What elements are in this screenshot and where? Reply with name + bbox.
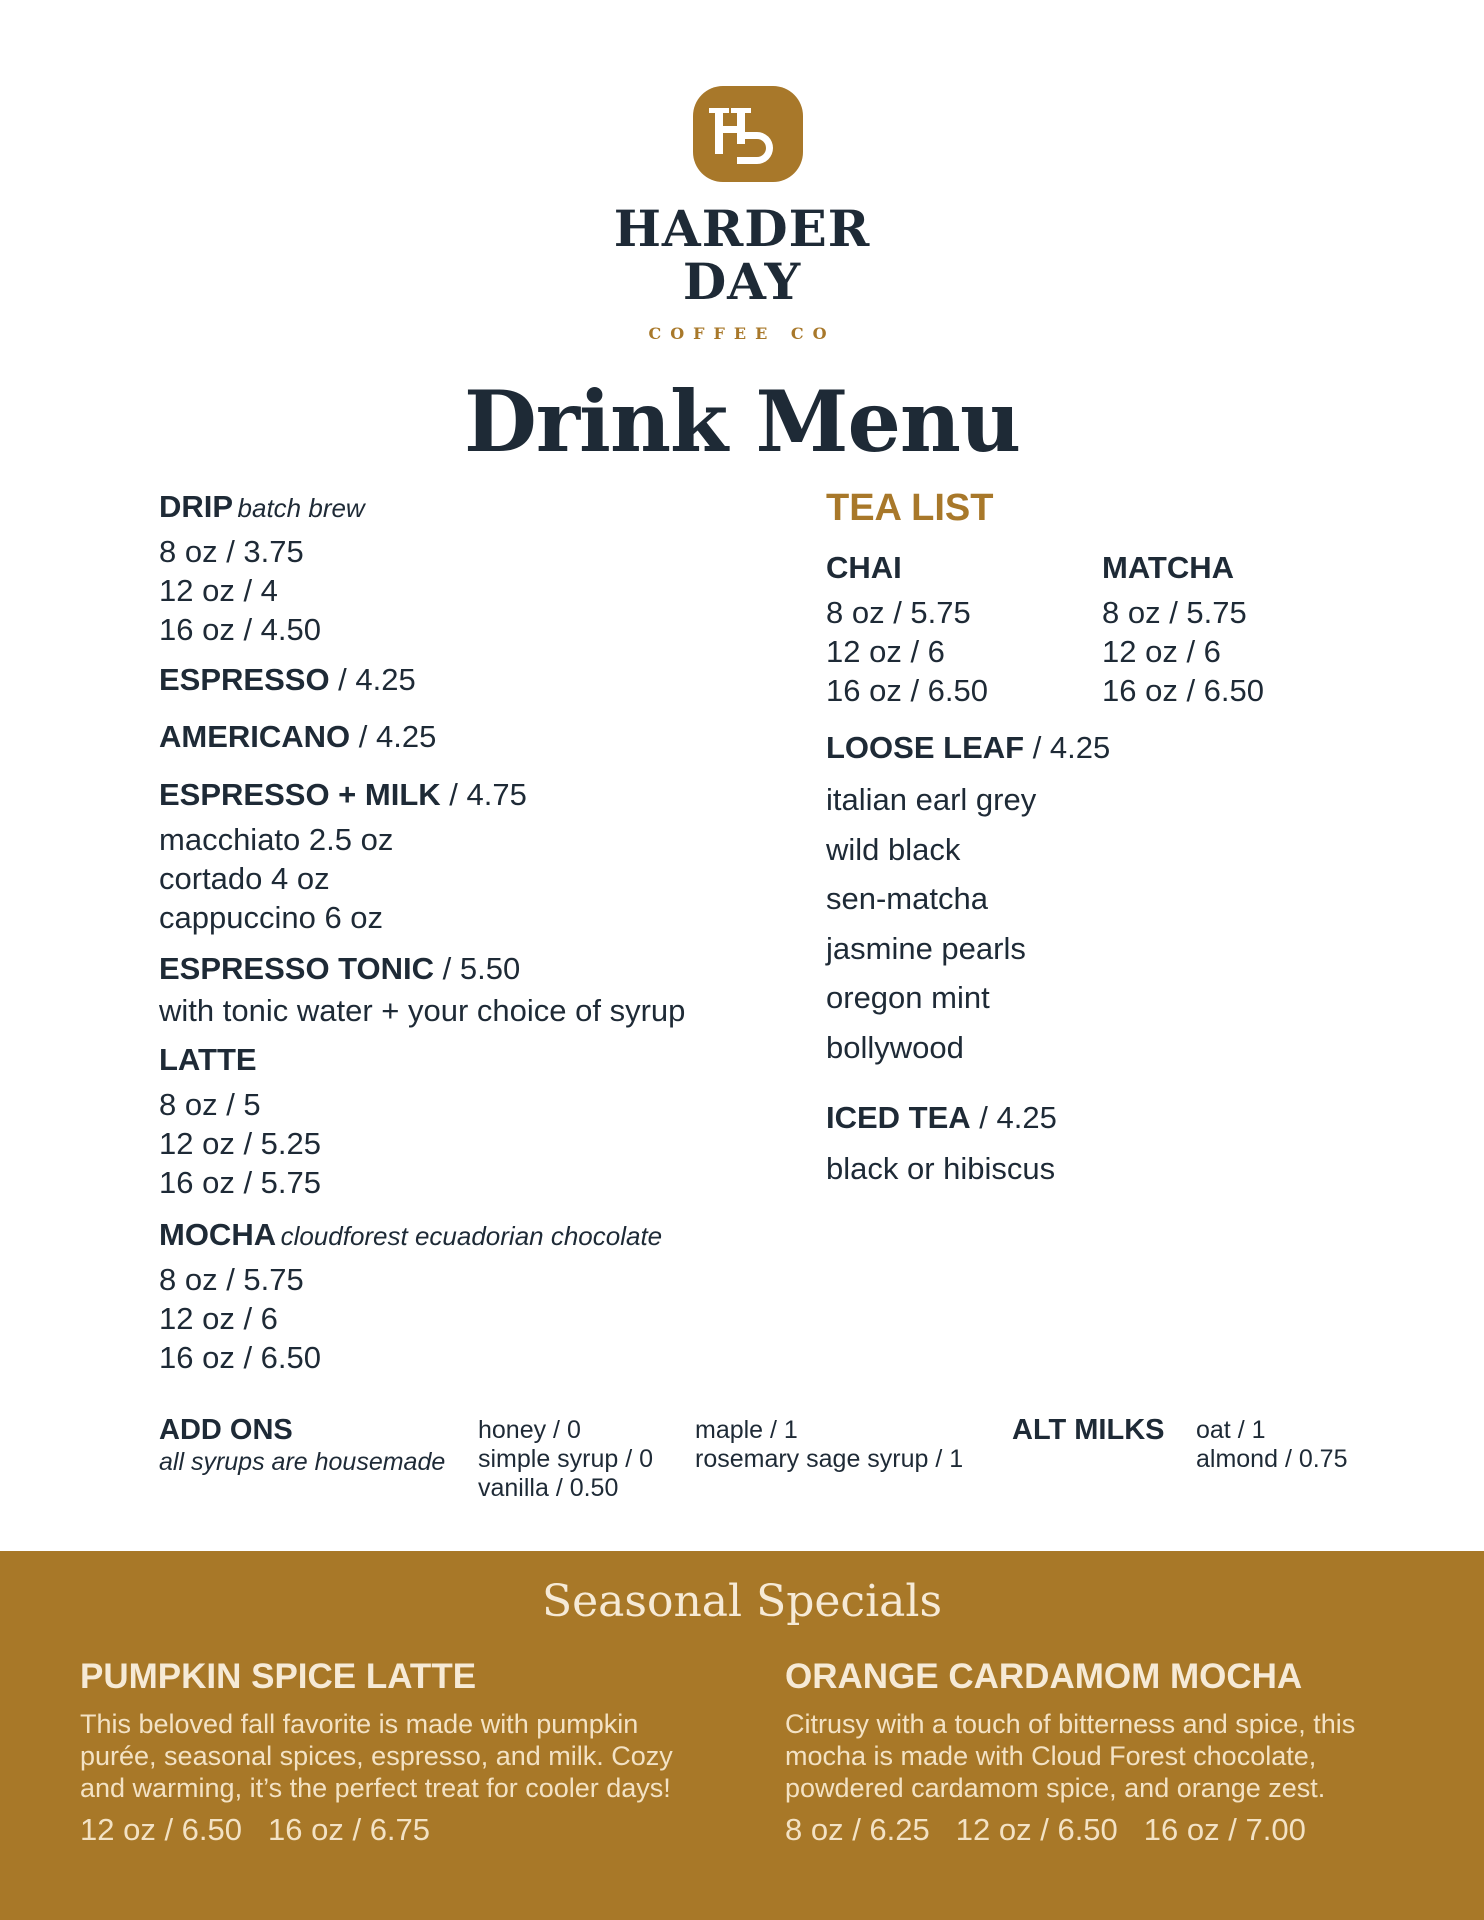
- logo-badge: [693, 86, 803, 182]
- special-desc-line: powdered cardamom spice, and orange zest.: [785, 1773, 1326, 1803]
- add-on-item: maple / 1: [695, 1416, 798, 1444]
- matcha-size: 12 oz / 6: [1102, 634, 1221, 669]
- special-name: PUMPKIN SPICE LATTE: [80, 1657, 477, 1696]
- special-price: 16 oz / 6.75: [268, 1812, 431, 1847]
- special-price: 8 oz / 6.25: [785, 1812, 930, 1847]
- chai-size: 8 oz / 5.75: [826, 595, 971, 630]
- matcha-size: 8 oz / 5.75: [1102, 595, 1247, 630]
- loose-leaf-item: jasmine pearls: [826, 930, 1026, 966]
- americano-price: / 4.25: [350, 719, 437, 754]
- special-item: [80, 1656, 740, 1850]
- latte-size: 16 oz / 5.75: [159, 1165, 322, 1200]
- mocha-heading: MOCHA: [159, 1217, 277, 1252]
- drip-size: 16 oz / 4.50: [159, 612, 322, 647]
- tea-list-heading: TEA LIST: [826, 487, 994, 529]
- espresso-tonic-section: [159, 950, 685, 1028]
- chai-size: 12 oz / 6: [826, 634, 945, 669]
- add-ons-heading: ADD ONS: [159, 1414, 293, 1446]
- espresso-tonic-heading: ESPRESSO TONIC: [159, 951, 435, 986]
- chai-size: 16 oz / 6.50: [826, 673, 989, 708]
- latte-heading: LATTE: [159, 1042, 257, 1077]
- espresso-milk-item: cortado 4 oz: [159, 861, 330, 896]
- matcha-heading: MATCHA: [1102, 550, 1235, 585]
- loose-leaf-item: sen-matcha: [826, 881, 988, 916]
- espresso-milk-section: [159, 776, 527, 937]
- add-on-item: vanilla / 0.50: [478, 1474, 619, 1502]
- americano-section: [159, 718, 436, 762]
- americano-heading: AMERICANO: [159, 719, 351, 754]
- espresso-tonic-desc: with tonic water + your choice of syrup: [159, 993, 686, 1028]
- special-item: [785, 1656, 1445, 1850]
- latte-size: 8 oz / 5: [159, 1087, 261, 1122]
- chai-section: [826, 549, 988, 710]
- iced-tea-price: / 4.25: [970, 1100, 1057, 1135]
- special-desc-line: purée, seasonal spices, espresso, and milk. Cozy: [80, 1741, 673, 1771]
- special-price: 16 oz / 7.00: [1143, 1812, 1306, 1847]
- alt-milks-list: [1196, 1416, 1348, 1474]
- loose-leaf-price: / 4.25: [1024, 730, 1111, 765]
- special-name: ORANGE CARDAMOM MOCHA: [785, 1657, 1303, 1696]
- mocha-size: 8 oz / 5.75: [159, 1262, 304, 1297]
- drip-size: 12 oz / 4: [159, 573, 278, 608]
- add-on-item: honey / 0: [478, 1416, 581, 1444]
- espresso-section: [159, 661, 416, 705]
- espresso-heading: ESPRESSO: [159, 662, 330, 697]
- matcha-size: 16 oz / 6.50: [1102, 673, 1265, 708]
- espresso-milk-price: / 4.75: [440, 777, 527, 812]
- espresso-tonic-price: / 5.50: [434, 951, 521, 986]
- add-ons-col1: [478, 1416, 653, 1503]
- add-on-item: simple syrup / 0: [478, 1445, 654, 1473]
- loose-leaf-heading: LOOSE LEAF: [826, 730, 1025, 765]
- loose-leaf-section: [826, 729, 1110, 1072]
- add-ons-section: [159, 1413, 445, 1477]
- latte-section: [159, 1041, 321, 1202]
- page-title: Drink Menu: [463, 372, 1021, 471]
- add-ons-note: all syrups are housemade: [159, 1448, 446, 1476]
- loose-leaf-item: bollywood: [826, 1029, 964, 1065]
- chai-heading: CHAI: [826, 550, 902, 585]
- mocha-section: [159, 1216, 662, 1377]
- espresso-milk-item: cappuccino 6 oz: [159, 900, 384, 935]
- seasonal-specials-title: Seasonal Specials: [541, 1576, 943, 1627]
- espresso-milk-heading: ESPRESSO + MILK: [159, 777, 441, 812]
- alt-milks-heading: ALT MILKS: [1012, 1414, 1165, 1446]
- iced-tea-section: [826, 1099, 1057, 1195]
- special-desc-line: Citrusy with a touch of bitterness and spice, this: [785, 1709, 1356, 1739]
- add-on-item: rosemary sage syrup / 1: [695, 1445, 964, 1473]
- special-price: 12 oz / 6.50: [80, 1812, 243, 1847]
- loose-leaf-item: italian earl grey: [826, 782, 1037, 817]
- mocha-size: 12 oz / 6: [159, 1301, 278, 1336]
- iced-tea-heading: ICED TEA: [826, 1100, 971, 1135]
- add-ons-col2: [695, 1416, 963, 1474]
- alt-milk-item: oat / 1: [1196, 1416, 1266, 1444]
- drip-size: 8 oz / 3.75: [159, 534, 304, 569]
- iced-tea-desc: black or hibiscus: [826, 1151, 1056, 1186]
- alt-milk-item: almond / 0.75: [1196, 1445, 1348, 1473]
- espresso-price: / 4.25: [329, 662, 416, 697]
- loose-leaf-item: oregon mint: [826, 980, 990, 1015]
- brand-name-line2: DAY: [682, 252, 802, 311]
- matcha-section: [1102, 549, 1264, 710]
- loose-leaf-item: wild black: [826, 831, 961, 867]
- drip-section: [159, 488, 365, 649]
- special-prices: [785, 1810, 1445, 1850]
- mocha-size: 16 oz / 6.50: [159, 1340, 322, 1375]
- special-prices: [80, 1810, 740, 1850]
- special-desc-line: mocha is made with Cloud Forest chocolate,: [785, 1741, 1317, 1771]
- drip-heading: DRIP: [159, 489, 234, 524]
- special-desc-line: This beloved fall favorite is made with pumpkin: [80, 1709, 639, 1739]
- hd-monogram-icon: [693, 86, 803, 182]
- latte-size: 12 oz / 5.25: [159, 1126, 322, 1161]
- drip-note: batch brew: [237, 493, 365, 523]
- brand-subline: COFFEE CO: [648, 324, 836, 343]
- special-desc-line: and warming, it’s the perfect treat for cooler days!: [80, 1773, 671, 1803]
- mocha-note: cloudforest ecuadorian chocolate: [280, 1221, 663, 1251]
- espresso-milk-item: macchiato 2.5 oz: [159, 822, 394, 857]
- special-price: 12 oz / 6.50: [955, 1812, 1118, 1847]
- brand-name-line1: HARDER: [613, 199, 871, 258]
